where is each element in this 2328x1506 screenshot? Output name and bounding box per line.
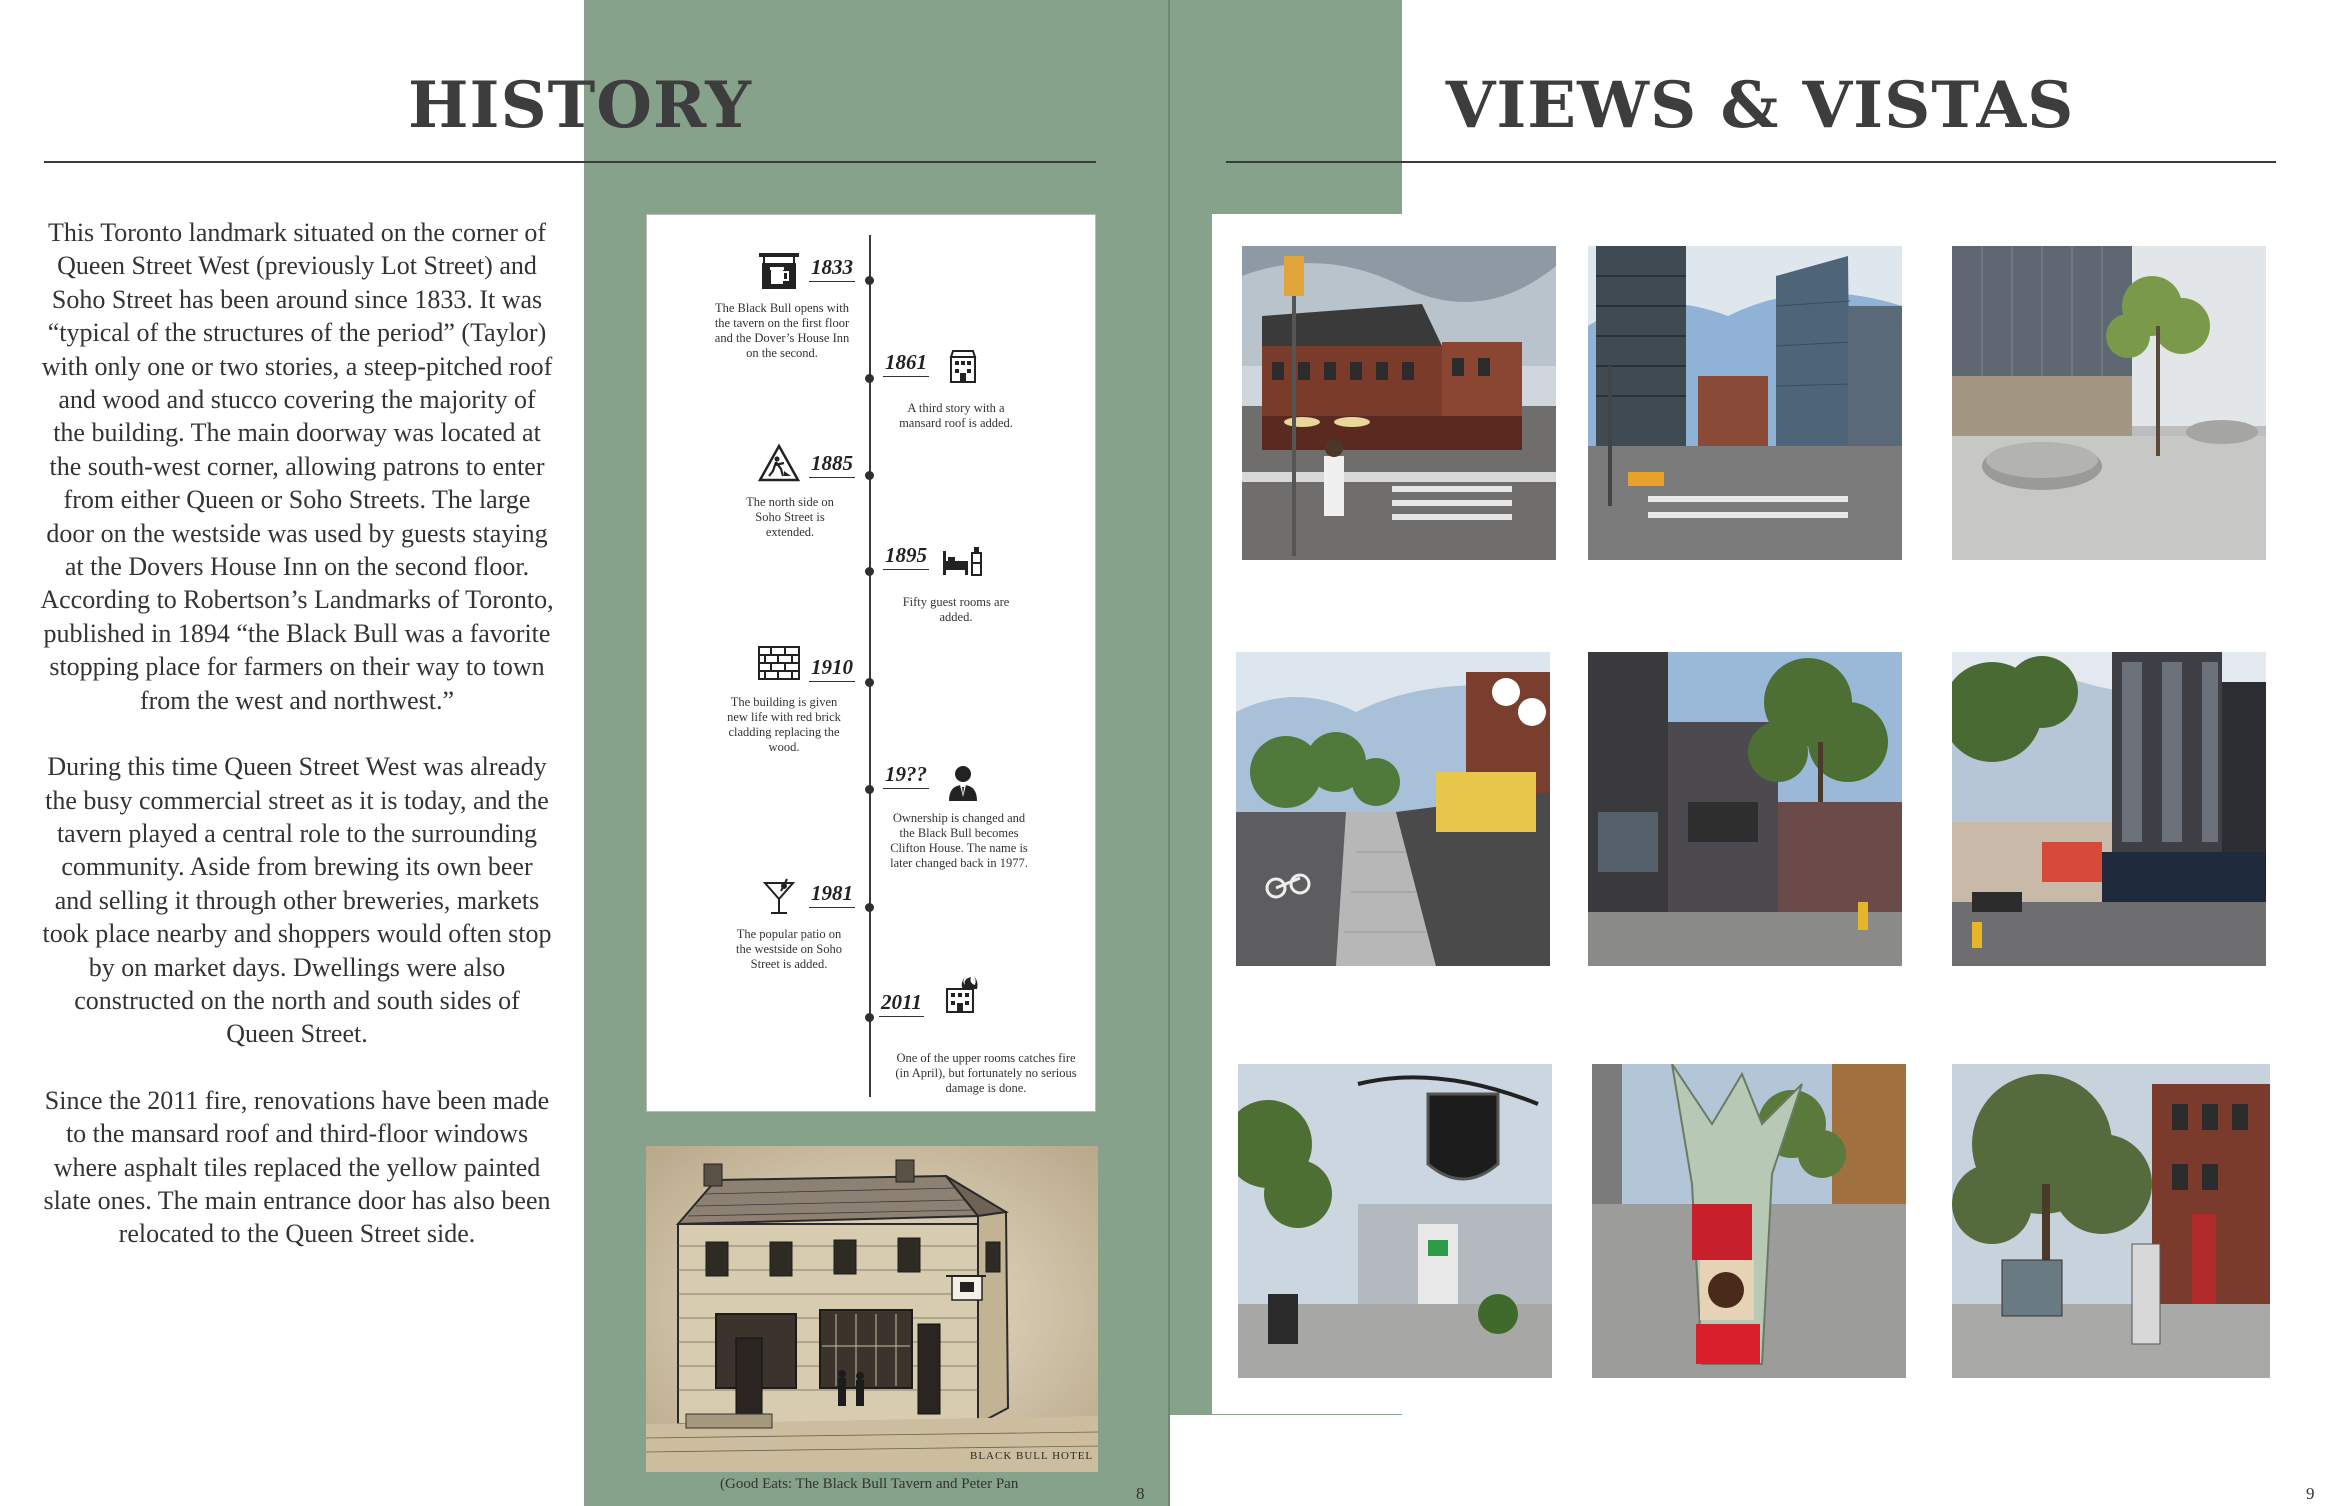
timeline-description: One of the upper rooms catches fire (in April), but fortunately no serious damage is done.	[895, 1051, 1077, 1095]
brick-wall-icon	[757, 643, 801, 683]
building-fire-icon	[939, 973, 983, 1013]
page-spine	[1168, 0, 1170, 1506]
page-number-left: 8	[1136, 1484, 1145, 1503]
timeline-dot	[865, 785, 874, 794]
timeline-year: 19??	[883, 762, 929, 789]
timeline-dot	[865, 678, 874, 687]
timeline-dot	[865, 374, 874, 383]
photo-sidewalk-shelter	[1952, 1064, 2270, 1378]
history-paragraph: During this time Queen Street West was already the busy commercial street as it is today, and the tavern played a central role to the surrounding community. Aside from brewing its own beer and selling it through other breweries, markets took place nearby and shoppers would often stop by on market days. Dwellings were also constructed on the north and south sides of Queen Street.	[42, 752, 552, 1049]
bed-icon	[941, 541, 985, 581]
timeline-year: 2011	[879, 990, 924, 1017]
sketch-signature: BLACK BULL HOTEL	[970, 1450, 1094, 1462]
photo-bike-lane-street	[1236, 652, 1550, 966]
cocktail-glass-icon	[757, 877, 801, 917]
timeline-dot	[865, 903, 874, 912]
history-title: HISTORY	[408, 68, 752, 143]
timeline-description: The popular patio on the westside on Soho Street is added.	[736, 927, 842, 971]
person-icon	[941, 763, 985, 803]
construction-sign-icon	[757, 443, 801, 483]
timeline-year: 1910	[809, 655, 855, 682]
building-icon	[941, 343, 985, 383]
page-number-right: 9	[2306, 1484, 2315, 1503]
photo-towers-intersection	[1588, 246, 1902, 560]
timeline-description: Fifty guest rooms are added.	[902, 595, 1010, 624]
timeline-dot	[865, 276, 874, 285]
photo-corner-building	[1242, 246, 1556, 560]
timeline-year: 1861	[883, 350, 929, 377]
photo-plaza-stones	[1952, 246, 2266, 560]
timeline-year: 1885	[809, 451, 855, 478]
photo-condo-street	[1952, 652, 2266, 966]
timeline-description: The north side on Soho Street is extended.	[746, 495, 834, 539]
photo-black-bull-sign	[1238, 1064, 1552, 1378]
history-paragraph: This Toronto landmark situated on the corner of Queen Street West (previously Lot Street) and Soho Street has been around since 1833. It was “typical of the structures of the period” (Taylor) with only one or two stories, a steep-pitched roof and wood and stucco covering the majority of the building. The main doorway was located at the south-west corner, allowing patrons to enter from either Queen or Soho Streets. The large door on the westside was used by guests staying at the Dovers House Inn on the second floor. According to Robertson’s Landmarks of Toronto, published in 1894 “the Black Bull was a favorite stopping place for farmers on their way to town from the west and northwest.”	[40, 218, 554, 715]
tavern-sign-icon	[757, 251, 801, 291]
timeline-description: The building is given new life with red brick cladding replacing the wood.	[727, 695, 841, 754]
timeline-card	[646, 214, 1096, 1112]
timeline-description: The Black Bull opens with the tavern on the first floor and the Dover’s House Inn on the second.	[714, 301, 850, 360]
sketch-caption: (Good Eats: The Black Bull Tavern and Peter Pan	[720, 1476, 1019, 1492]
title-rule-left	[44, 161, 1096, 163]
timeline-year: 1981	[809, 881, 855, 908]
views-title: VIEWS & VISTAS	[1445, 68, 2075, 143]
timeline-description: A third story with a mansard roof is added.	[899, 401, 1013, 430]
timeline-dot	[865, 471, 874, 480]
history-body	[40, 216, 554, 1284]
timeline-dot	[865, 567, 874, 576]
timeline-axis	[869, 235, 871, 1097]
timeline-year: 1895	[883, 543, 929, 570]
historic-sketch-image	[646, 1146, 1098, 1472]
photo-hug-me-tree	[1592, 1064, 1906, 1378]
photo-storefronts-tree	[1588, 652, 1902, 966]
timeline-dot	[865, 1013, 874, 1022]
history-paragraph: Since the 2011 fire, renovations have been made to the mansard roof and third-floor windows where asphalt tiles replaced the yellow painted slate ones. The main entrance door has also been relocated to the Queen Street side.	[43, 1085, 551, 1249]
timeline-year: 1833	[809, 255, 855, 282]
title-rule-right	[1226, 161, 2276, 163]
timeline-description: Ownership is changed and the Black Bull becomes Clifton House. The name is later changed back in 1977.	[890, 811, 1028, 870]
